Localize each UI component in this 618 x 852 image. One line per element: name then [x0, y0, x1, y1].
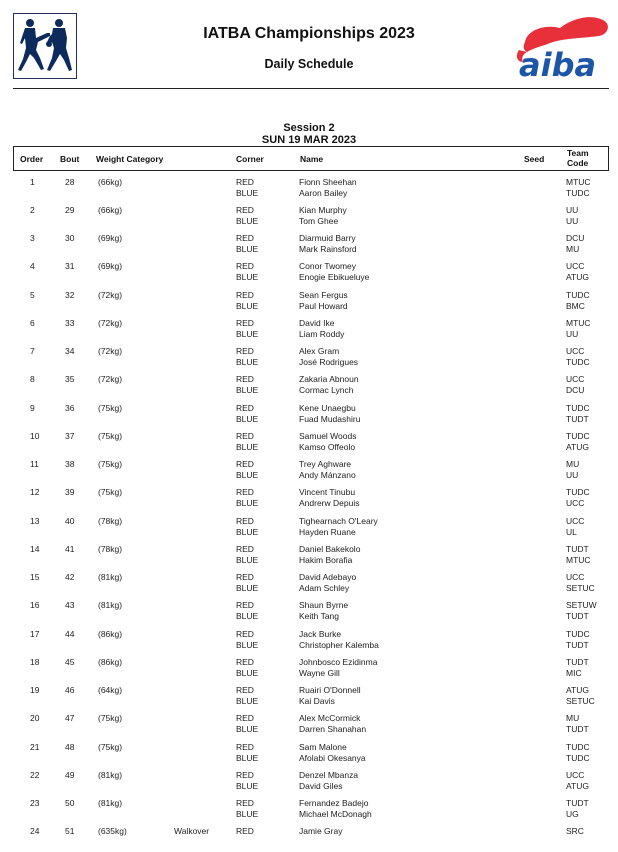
weight-category: (81kg): [98, 798, 123, 809]
corner-blue: BLUE: [236, 639, 259, 650]
boxer-name: Adam Schley: [299, 583, 350, 594]
bout-number: 36: [65, 402, 75, 413]
bout-number: 30: [65, 233, 75, 244]
team-code: SETUW: [566, 600, 597, 611]
boxer-name: Kamso Offeolo: [299, 441, 356, 452]
team-code: UL: [566, 526, 577, 537]
weight-category: (72kg): [98, 374, 123, 385]
team-code: MIC: [566, 667, 582, 678]
weight-category: (86kg): [98, 628, 123, 639]
team-code: UCC: [566, 261, 585, 272]
table-row: [0, 826, 618, 852]
weight-category: (72kg): [98, 289, 123, 300]
team-code: MU: [566, 713, 580, 724]
bout-number: 43: [65, 600, 75, 611]
boxer-name: Cormac Lynch: [299, 385, 354, 396]
bout-number: 47: [65, 713, 75, 724]
column-team-code: [567, 148, 589, 168]
bout-order: 5: [30, 289, 35, 300]
bout-order: 4: [30, 261, 35, 272]
team-code: UCC: [566, 498, 585, 509]
corner-blue: BLUE: [236, 470, 259, 481]
page-title: IATBA Championships 2023: [203, 25, 415, 42]
corner-blue: BLUE: [236, 272, 259, 283]
team-code: TUDT: [566, 724, 589, 735]
team-code: UG: [566, 809, 579, 820]
page-subtitle: Daily Schedule: [264, 57, 354, 71]
table-row: [0, 318, 618, 344]
column-seed: Seed: [524, 154, 545, 164]
boxer-name: Johnbosco Ezidinma: [299, 656, 378, 667]
aiba-wordmark: aiba: [519, 46, 597, 82]
column-order: Order: [20, 154, 44, 164]
boxer-name: Trey Aghware: [299, 459, 352, 470]
weight-category: (75kg): [98, 741, 123, 752]
boxer-name: Tom Ghee: [299, 215, 339, 226]
bout-order: 10: [30, 430, 40, 441]
team-code: ATUG: [566, 272, 589, 283]
team-code: TUDC: [566, 752, 590, 763]
team-code: TUDC: [566, 402, 590, 413]
corner-red: RED: [236, 826, 254, 837]
corner-blue: BLUE: [236, 413, 259, 424]
bout-number: 33: [65, 317, 75, 328]
table-row: [0, 403, 618, 429]
team-code: DCU: [566, 233, 585, 244]
team-code: ATUG: [566, 685, 589, 696]
corner-blue: BLUE: [236, 780, 259, 791]
header-divider: [13, 88, 609, 89]
table-row: [0, 261, 618, 287]
weight-category: (75kg): [98, 402, 123, 413]
boxer-name: Darren Shanahan: [299, 724, 367, 735]
team-code: UCC: [566, 769, 585, 780]
boxer-name: Fernandez Badejo: [299, 798, 369, 809]
corner-blue: BLUE: [236, 611, 259, 622]
bout-order: 22: [30, 769, 40, 780]
bout-number: 38: [65, 459, 75, 470]
team-code: DCU: [566, 385, 585, 396]
boxer-name: Conor Twomey: [299, 261, 357, 272]
weight-category: (75kg): [98, 713, 123, 724]
boxer-name: Mark Rainsford: [299, 244, 357, 255]
team-code: TUDT: [566, 656, 589, 667]
bout-order: 3: [30, 233, 35, 244]
boxer-name: David Adebayo: [299, 572, 357, 583]
table-row: [0, 516, 618, 542]
session-date: SUN 19 MAR 2023: [261, 134, 357, 146]
corner-blue: BLUE: [236, 752, 259, 763]
boxer-name: Jamie Gray: [299, 826, 343, 837]
team-code: TUDC: [566, 357, 590, 368]
weight-category: (86kg): [98, 656, 123, 667]
corner-red: RED: [236, 656, 254, 667]
weight-category: (78kg): [98, 515, 123, 526]
table-row: [0, 742, 618, 768]
team-code: TUDC: [566, 289, 590, 300]
column-name: Name: [300, 154, 324, 164]
corner-red: RED: [236, 346, 254, 357]
team-code: BMC: [566, 300, 585, 311]
team-code: UU: [566, 470, 579, 481]
corner-red: RED: [236, 600, 254, 611]
corner-blue: BLUE: [236, 215, 259, 226]
table-header: [13, 146, 609, 171]
weight-category: (78kg): [98, 543, 123, 554]
corner-blue: BLUE: [236, 667, 259, 678]
table-row: [0, 487, 618, 513]
team-code: MU: [566, 459, 580, 470]
corner-blue: BLUE: [236, 328, 259, 339]
corner-blue: BLUE: [236, 441, 259, 452]
bout-number: 49: [65, 769, 75, 780]
corner-red: RED: [236, 628, 254, 639]
team-code: UU: [566, 215, 579, 226]
bout-order: 9: [30, 402, 35, 413]
bout-order: 15: [30, 572, 40, 583]
boxer-name: Alex McCormick: [299, 713, 361, 724]
team-code: UCC: [566, 572, 585, 583]
corner-red: RED: [236, 317, 254, 328]
boxer-name: Hayden Ruane: [299, 526, 356, 537]
corner-red: RED: [236, 374, 254, 385]
corner-red: RED: [236, 261, 254, 272]
bout-order: 23: [30, 798, 40, 809]
bout-order: 14: [30, 543, 40, 554]
weight-category: (81kg): [98, 600, 123, 611]
boxer-name: Hakim Borafia: [299, 554, 353, 565]
weight-category: (75kg): [98, 430, 123, 441]
table-row: [0, 657, 618, 683]
team-code: TUDT: [566, 543, 589, 554]
bout-number: 41: [65, 543, 75, 554]
table-row: [0, 459, 618, 485]
bout-note: Walkover: [174, 826, 210, 837]
weight-category: (81kg): [98, 572, 123, 583]
corner-blue: BLUE: [236, 300, 259, 311]
boxer-name: Sam Malone: [299, 741, 347, 752]
corner-red: RED: [236, 572, 254, 583]
team-code: UU: [566, 204, 579, 215]
boxer-name: Michael McDonagh: [299, 809, 372, 820]
boxer-name: Enogie Ebikueluye: [299, 272, 370, 283]
corner-blue: BLUE: [236, 498, 259, 509]
boxer-name: Denzel Mbanza: [299, 769, 359, 780]
column-team-label: Team: [567, 148, 589, 158]
corner-red: RED: [236, 176, 254, 187]
boxer-name: Kian Murphy: [299, 204, 347, 215]
bout-order: 2: [30, 204, 35, 215]
table-row: [0, 713, 618, 739]
table-row: [0, 572, 618, 598]
bout-number: 37: [65, 430, 75, 441]
bout-order: 7: [30, 346, 35, 357]
corner-red: RED: [236, 430, 254, 441]
team-code: ATUG: [566, 780, 589, 791]
session-name: Session 2: [283, 122, 335, 134]
weight-category: (66kg): [98, 204, 123, 215]
table-row: [0, 544, 618, 570]
table-row: [0, 431, 618, 457]
team-code: UU: [566, 328, 579, 339]
corner-blue: BLUE: [236, 554, 259, 565]
weight-category: (64kg): [98, 685, 123, 696]
boxer-name: Aaron Bailey: [299, 187, 348, 198]
column-weight-category: Weight Category: [96, 154, 164, 164]
corner-red: RED: [236, 543, 254, 554]
team-code: UCC: [566, 374, 585, 385]
table-row: [0, 346, 618, 372]
team-code: TUDT: [566, 639, 589, 650]
table-row: [0, 177, 618, 203]
table-row: [0, 290, 618, 316]
weight-category: (72kg): [98, 317, 123, 328]
boxer-name: Christopher Kalemba: [299, 639, 379, 650]
boxer-name: David Ike: [299, 317, 335, 328]
bout-order: 19: [30, 685, 40, 696]
team-code: SETUC: [566, 583, 595, 594]
weight-category: (66kg): [98, 176, 123, 187]
column-bout: Bout: [60, 154, 80, 164]
table-row: [0, 233, 618, 259]
team-code: TUDC: [566, 741, 590, 752]
weight-category: (81kg): [98, 769, 123, 780]
boxer-name: Vincent Tinubu: [299, 487, 356, 498]
team-code: UCC: [566, 515, 585, 526]
corner-red: RED: [236, 487, 254, 498]
team-code: TUDC: [566, 487, 590, 498]
bout-order: 21: [30, 741, 40, 752]
table-row: [0, 798, 618, 824]
team-code: MTUC: [566, 317, 591, 328]
bout-number: 32: [65, 289, 75, 300]
team-code: TUDT: [566, 413, 589, 424]
boxer-name: Sean Fergus: [299, 289, 348, 300]
team-code: SETUC: [566, 696, 595, 707]
team-code: TUDT: [566, 611, 589, 622]
corner-red: RED: [236, 769, 254, 780]
weight-category: (635kg): [98, 826, 127, 837]
boxer-name: Kai Davis: [299, 696, 335, 707]
boxer-name: Zakaria Abnoun: [299, 374, 359, 385]
boxer-name: Daniel Bakekolo: [299, 543, 361, 554]
corner-blue: BLUE: [236, 526, 259, 537]
boxer-name: David Giles: [299, 780, 343, 791]
team-code: TUDT: [566, 798, 589, 809]
bout-number: 51: [65, 826, 75, 837]
bout-number: 45: [65, 656, 75, 667]
corner-red: RED: [236, 798, 254, 809]
weight-category: (69kg): [98, 261, 123, 272]
corner-blue: BLUE: [236, 385, 259, 396]
boxer-name: Diarmuid Barry: [299, 233, 356, 244]
corner-blue: BLUE: [236, 357, 259, 368]
boxer-name: Ruairi O'Donnell: [299, 685, 361, 696]
boxer-name: Andy Mánzano: [299, 470, 356, 481]
bout-number: 34: [65, 346, 75, 357]
weight-category: (75kg): [98, 459, 123, 470]
corner-red: RED: [236, 713, 254, 724]
table-row: [0, 374, 618, 400]
team-code: ATUG: [566, 441, 589, 452]
corner-red: RED: [236, 233, 254, 244]
table-row: [0, 629, 618, 655]
column-corner: Corner: [236, 154, 264, 164]
boxer-name: Kene Unaegbu: [299, 402, 356, 413]
team-code: UCC: [566, 346, 585, 357]
bout-order: 8: [30, 374, 35, 385]
bout-number: 35: [65, 374, 75, 385]
bout-order: 24: [30, 826, 40, 837]
boxer-name: Afolabi Okesanya: [299, 752, 366, 763]
bout-number: 28: [65, 176, 75, 187]
corner-blue: BLUE: [236, 187, 259, 198]
bout-number: 40: [65, 515, 75, 526]
corner-blue: BLUE: [236, 696, 259, 707]
corner-red: RED: [236, 289, 254, 300]
bout-order: 17: [30, 628, 40, 639]
corner-red: RED: [236, 685, 254, 696]
bout-order: 16: [30, 600, 40, 611]
team-code: TUDC: [566, 430, 590, 441]
corner-blue: BLUE: [236, 724, 259, 735]
team-code: MU: [566, 244, 580, 255]
boxer-name: Shaun Byrne: [299, 600, 349, 611]
bout-number: 39: [65, 487, 75, 498]
bout-order: 12: [30, 487, 40, 498]
table-row: [0, 205, 618, 231]
bout-number: 29: [65, 204, 75, 215]
team-code: MTUC: [566, 554, 591, 565]
bout-number: 31: [65, 261, 75, 272]
boxer-name: Fuad Mudashiru: [299, 413, 361, 424]
corner-red: RED: [236, 459, 254, 470]
team-code: MTUC: [566, 176, 591, 187]
bout-order: 6: [30, 317, 35, 328]
boxer-name: Liam Roddy: [299, 328, 345, 339]
corner-blue: BLUE: [236, 583, 259, 594]
table-row: [0, 600, 618, 626]
corner-red: RED: [236, 402, 254, 413]
boxer-name: Wayne Gill: [299, 667, 340, 678]
corner-red: RED: [236, 741, 254, 752]
weight-category: (72kg): [98, 346, 123, 357]
boxer-name: Keith Tang: [299, 611, 340, 622]
boxer-name: Andrerw Depuis: [299, 498, 360, 509]
aiba-logo: [505, 12, 613, 82]
boxer-name: José Rodrigues: [299, 357, 359, 368]
bout-order: 1: [30, 176, 35, 187]
corner-red: RED: [236, 204, 254, 215]
team-code: TUDC: [566, 187, 590, 198]
bout-number: 42: [65, 572, 75, 583]
team-code: SRC: [566, 826, 584, 837]
boxer-name: Paul Howard: [299, 300, 348, 311]
aiba-glove-icon: [505, 12, 613, 82]
weight-category: (69kg): [98, 233, 123, 244]
boxer-name: Samuel Woods: [299, 430, 357, 441]
bout-order: 20: [30, 713, 40, 724]
bout-number: 50: [65, 798, 75, 809]
boxer-name: Alex Gram: [299, 346, 340, 357]
corner-red: RED: [236, 515, 254, 526]
weight-category: (75kg): [98, 487, 123, 498]
bout-order: 18: [30, 656, 40, 667]
table-row: [0, 770, 618, 796]
boxer-name: Tighearnach O'Leary: [299, 515, 378, 526]
boxer-name: Fionn Sheehan: [299, 176, 357, 187]
column-code-label: Code: [567, 158, 589, 168]
bout-order: 11: [30, 459, 39, 470]
bout-order: 13: [30, 515, 40, 526]
table-row: [0, 685, 618, 711]
session-heading: [0, 122, 618, 146]
team-code: TUDC: [566, 628, 590, 639]
bout-number: 44: [65, 628, 75, 639]
corner-blue: BLUE: [236, 809, 259, 820]
bout-number: 48: [65, 741, 75, 752]
bout-number: 46: [65, 685, 75, 696]
boxer-name: Jack Burke: [299, 628, 342, 639]
corner-blue: BLUE: [236, 244, 259, 255]
